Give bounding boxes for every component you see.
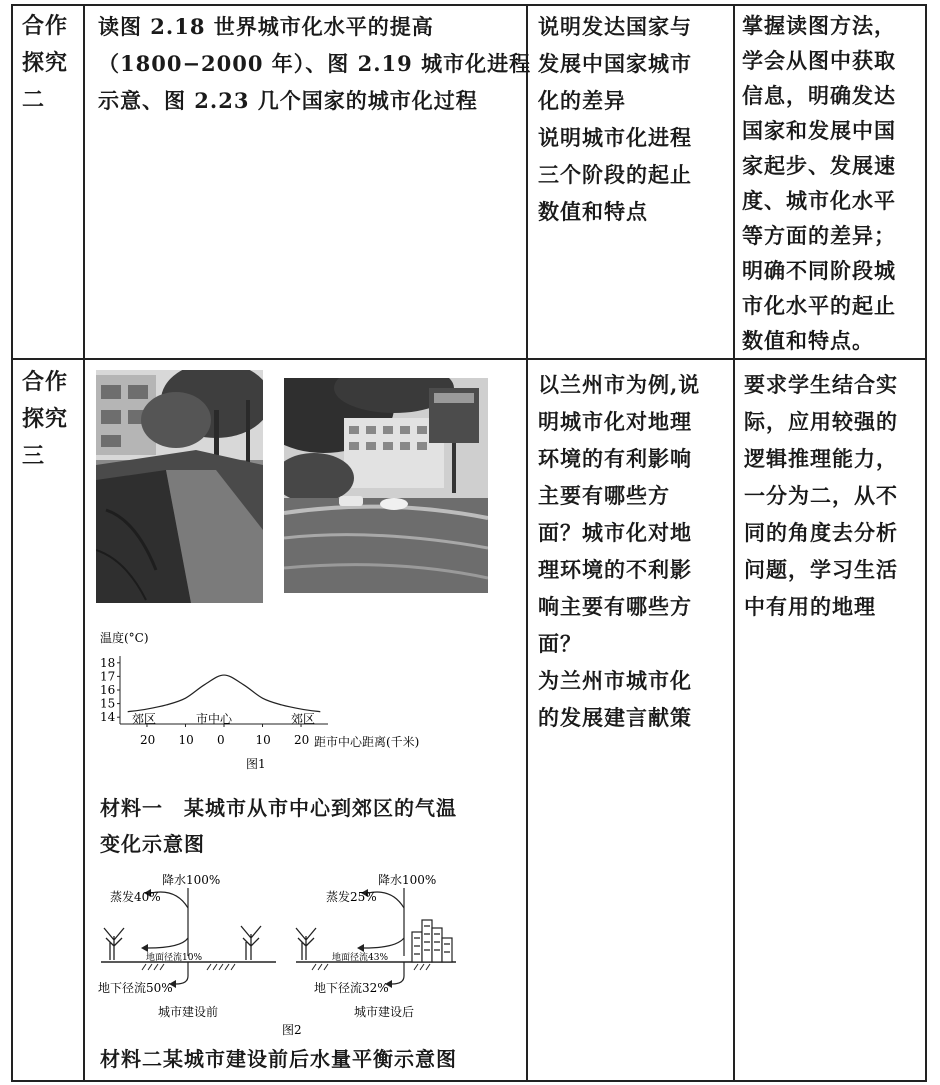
- photo-flooded-street: [284, 378, 488, 593]
- row2-label: [22, 364, 68, 475]
- fig1-ylabel: 温度(°C): [100, 631, 149, 645]
- row2-label-line: 三: [22, 443, 46, 469]
- fig1-y-tick: 16: [100, 683, 116, 697]
- after-evap-label: 蒸发25%: [326, 890, 377, 904]
- photo-roadside-ditch: [96, 370, 263, 603]
- temperature-chart: [96, 628, 456, 778]
- before-underground-label: 地下径流50%: [98, 981, 173, 995]
- row2-task: [538, 366, 700, 736]
- row1-goal-line: 学会从图中获取: [742, 48, 896, 73]
- row1-label: [22, 8, 68, 119]
- row2-goal-line: 际，应用较强的: [744, 409, 898, 434]
- row2-goal-line: 同的角度去分析: [744, 520, 898, 545]
- row1-goal-line: 明确不同阶段城: [742, 258, 896, 283]
- row1-activity-line: （1800−2000 年）、图 2.19 城市化进程: [98, 51, 532, 76]
- row1-goal-line: 信息，明确发达: [742, 83, 896, 108]
- fig1-x-tick: 20: [294, 733, 310, 747]
- row2-task-line: 主要有哪些方: [538, 483, 670, 508]
- before-precip-label: 降水100%: [162, 873, 221, 887]
- row2-goal-line: 一分为二，从不: [744, 483, 898, 508]
- before-caption: 城市建设前: [158, 1005, 219, 1019]
- row2-task-line: 环境的有利影响: [538, 446, 692, 471]
- after-surface-label: 地面径流43%: [332, 953, 389, 963]
- row2-task-line: 为兰州市城市化: [538, 668, 692, 693]
- row2-task-line: 面？: [538, 631, 582, 656]
- material-1-line: 材料一 某城市从市中心到郊区的气温: [100, 796, 457, 820]
- after-underground-label: 地下径流32%: [314, 981, 389, 995]
- row1-activity-line: 读图 2.18 世界城市化水平的提高: [98, 14, 434, 39]
- col-divider-3: [733, 4, 735, 1082]
- fig1-region-center: 市中心: [196, 712, 233, 726]
- row2-label-line: 合作: [22, 369, 69, 395]
- row2-label-line: 探究: [22, 406, 69, 432]
- row1-task-line: 三个阶段的起止: [538, 162, 692, 187]
- figure-2: [96, 868, 516, 1043]
- row1-goal-line: 家起步、发展速: [742, 153, 896, 178]
- tree-icon: [241, 926, 261, 960]
- row2-goal-line: 要求学生结合实: [744, 372, 898, 397]
- fig2-caption: 图2: [282, 1023, 302, 1037]
- fig1-xlabel: 距市中心距离(千米): [314, 735, 420, 749]
- row1-goal-line: 掌握读图方法，: [742, 13, 896, 38]
- fig1-region-left: 郊区: [132, 712, 157, 726]
- row2-task-line: 理环境的不利影: [538, 557, 692, 582]
- fig1-y-tick: 15: [100, 696, 116, 711]
- row2-goal: [744, 366, 898, 625]
- water-balance-diagram: [96, 868, 516, 1043]
- fig1-caption: 图1: [246, 757, 266, 771]
- row1-task: [538, 8, 692, 230]
- fig1-region-right: 郊区: [291, 712, 316, 726]
- after-panel: [296, 872, 456, 1019]
- row2-task-line: 面？城市化对地: [538, 520, 692, 545]
- after-caption: 城市建设后: [354, 1005, 415, 1019]
- figure-1: [96, 628, 456, 778]
- row2-task-line: 明城市化对地理: [538, 409, 692, 434]
- row1-goal-line: 市化水平的起止: [742, 293, 896, 318]
- col-divider-2: [526, 4, 528, 1082]
- fig1-x-tick: 10: [178, 733, 194, 747]
- buildings-icon: [412, 920, 452, 962]
- before-evap-label: 蒸发40%: [110, 890, 161, 904]
- tree-icon: [296, 928, 316, 960]
- fig1-x-tick: 0: [217, 733, 225, 747]
- row1-label-line: 合作: [22, 13, 69, 39]
- material-2-caption: 材料二某城市建设前后水量平衡示意图: [100, 1047, 457, 1071]
- row2-task-line: 响主要有哪些方: [538, 594, 692, 619]
- material-1-caption: [100, 790, 457, 862]
- fig1-y-tick: 18: [100, 655, 116, 670]
- fig1-y-tick: 17: [100, 669, 116, 684]
- fig1-temperature-curve: [128, 675, 321, 712]
- row1-label-line: 探究: [22, 50, 69, 76]
- row1-goal-line: 数值和特点。: [742, 328, 874, 353]
- row-divider: [11, 358, 927, 360]
- row1-goal-line: 度、城市化水平: [742, 188, 896, 213]
- row1-task-line: 化的差异: [538, 88, 626, 113]
- col-divider-1: [83, 4, 85, 1082]
- after-precip-label: 降水100%: [378, 873, 437, 887]
- row2-goal-line: 问题，学习生活: [744, 557, 898, 582]
- row2-task-line: 以兰州市为例,说: [538, 372, 701, 397]
- row1-task-line: 发展中国家城市: [538, 51, 692, 76]
- tree-icon: [104, 928, 124, 960]
- table-left-border: [11, 4, 13, 1082]
- fig1-x-tick: 10: [255, 733, 271, 747]
- material-1-line: 变化示意图: [100, 832, 205, 856]
- row1-task-line: 说明发达国家与: [538, 14, 692, 39]
- row1-goal-line: 国家和发展中国: [742, 118, 896, 143]
- table-top-border: [11, 4, 927, 6]
- fig1-x-tick: 20: [139, 733, 156, 747]
- row1-goal: [742, 8, 896, 358]
- table-right-border: [925, 4, 927, 1082]
- before-surface-label: 地面径流10%: [146, 953, 203, 963]
- before-panel: [98, 872, 276, 1019]
- row2-task-line: 的发展建言献策: [538, 705, 692, 730]
- table-bottom-border: [11, 1080, 927, 1082]
- row1-activity-line: 示意、图 2.23 几个国家的城市化过程: [98, 88, 478, 113]
- row1-activity: [98, 8, 531, 119]
- row1-task-line: 说明城市化进程: [538, 125, 692, 150]
- fig1-y-tick: 14: [100, 710, 116, 725]
- row1-label-line: 二: [22, 87, 46, 113]
- row2-goal-line: 逻辑推理能力，: [744, 446, 898, 471]
- row1-goal-line: 等方面的差异；: [742, 223, 896, 248]
- row1-task-line: 数值和特点: [538, 199, 648, 224]
- row2-goal-line: 中有用的地理: [744, 594, 876, 619]
